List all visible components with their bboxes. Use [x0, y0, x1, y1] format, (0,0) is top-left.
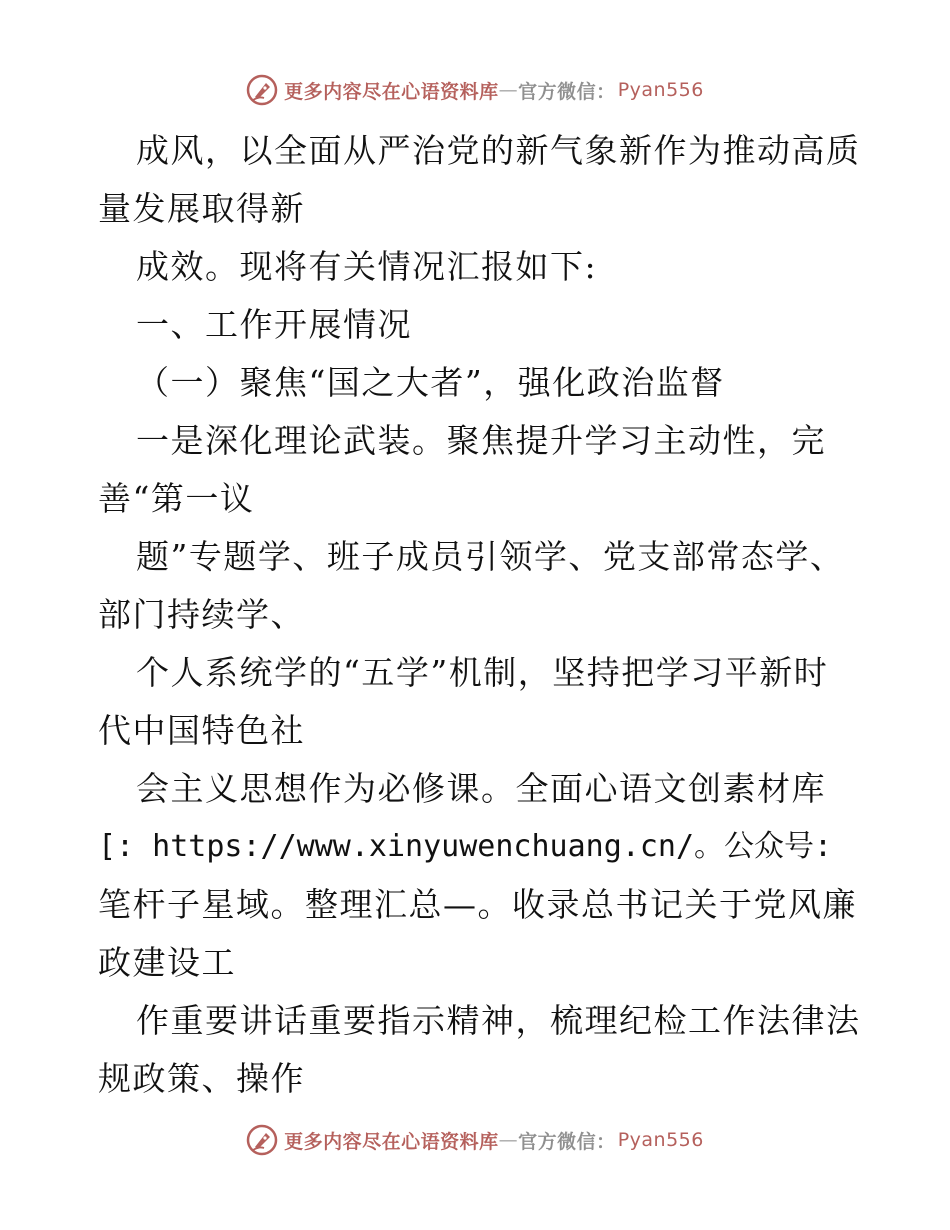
- banner-main-text: 更多内容尽在心语资料库: [284, 1130, 499, 1153]
- paragraph-line: 量发展取得新: [98, 189, 305, 228]
- paragraph-line: 部门持续学、: [98, 595, 305, 634]
- banner-dash: —: [498, 79, 519, 101]
- paragraph-line-url: [: https://www.xinyuwenchuang.cn/。公众号:: [98, 829, 833, 864]
- pen-nib-logo-icon: [246, 1124, 278, 1156]
- section-heading: 一、工作开展情况: [136, 305, 412, 344]
- banner-contact-id: Pyan556: [617, 1129, 704, 1151]
- paragraph-line: 作重要讲话重要指示精神，梳理纪检工作法律法: [136, 1001, 861, 1040]
- paragraph-line: 规政策、操作: [98, 1059, 305, 1098]
- paragraph-line: 善“第一议: [98, 479, 255, 518]
- paragraph-line: 成风，以全面从严治党的新气象新作为推动高质: [136, 131, 861, 170]
- paragraph-line: 政建设工: [98, 943, 236, 982]
- paragraph-line: 代中国特色社: [98, 711, 305, 750]
- paragraph-line: 个人系统学的“五学”机制，坚持把学习平新时: [136, 653, 829, 692]
- banner-dash: —: [498, 1129, 519, 1151]
- footer-banner: [0, 1120, 950, 1160]
- paragraph-line: 一是深化理论武装。聚焦提升学习主动性，完: [136, 421, 826, 460]
- paragraph-line: 题”专题学、班子成员引领学、党支部常态学、: [136, 537, 845, 576]
- subsection-heading: （一）聚焦“国之大者”，强化政治监督: [136, 363, 725, 402]
- document-body: [98, 122, 861, 1108]
- banner-contact-id: Pyan556: [617, 79, 704, 101]
- banner-contact-label: 官方微信：: [518, 1130, 616, 1153]
- header-banner: [0, 70, 950, 110]
- banner-main-text: 更多内容尽在心语资料库: [284, 80, 499, 103]
- paragraph-line: 会主义思想作为必修课。全面心语文创素材库: [136, 769, 826, 808]
- pen-nib-logo-icon: [246, 74, 278, 106]
- paragraph-line: 成效。现将有关情况汇报如下:: [136, 247, 598, 286]
- paragraph-line: 笔杆子星域。整理汇总—。收录总书记关于党风廉: [98, 885, 857, 924]
- banner-contact-label: 官方微信：: [518, 80, 616, 103]
